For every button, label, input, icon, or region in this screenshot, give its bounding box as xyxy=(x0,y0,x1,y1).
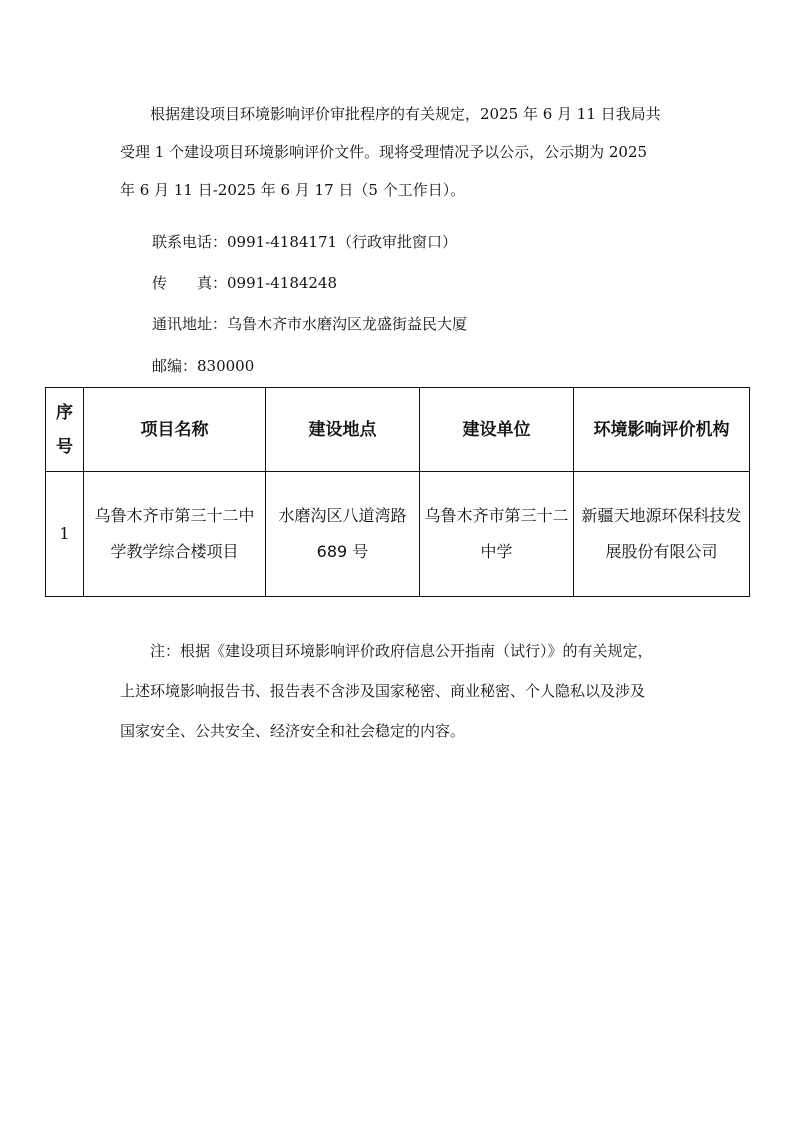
header-seq: 序号 xyxy=(46,388,84,472)
header-project-name: 项目名称 xyxy=(84,388,266,472)
intro-line-1: 根据建设项目环境影响评价审批程序的有关规定，2025 年 6 月 11 日我局共 xyxy=(150,105,661,123)
intro-paragraph xyxy=(120,95,685,209)
cell-seq: 1 xyxy=(46,472,84,597)
intro-line-3: 年 6 月 11 日-2025 年 6 月 17 日（5 个工作日）。 xyxy=(120,181,466,199)
note-line-3: 国家安全、公共安全、经济安全和社会稳定的内容。 xyxy=(120,722,466,740)
contact-fax: 传 真：0991-4184248 xyxy=(152,274,338,292)
contact-postcode: 邮编：830000 xyxy=(152,357,255,375)
header-location: 建设地点 xyxy=(266,388,420,472)
cell-agency: 新疆天地源环保科技发展股份有限公司 xyxy=(574,472,750,597)
cell-unit: 乌鲁木齐市第三十二中学 xyxy=(420,472,574,597)
project-table xyxy=(45,387,750,597)
contact-address: 通讯地址：乌鲁木齐市水磨沟区龙盛街益民大厦 xyxy=(152,315,468,333)
table-header-row xyxy=(46,388,750,472)
cell-project-name: 乌鲁木齐市第三十二中学教学综合楼项目 xyxy=(84,472,266,597)
contact-phone: 联系电话：0991-4184171（行政审批窗口） xyxy=(152,233,458,251)
note-line-1: 注：根据《建设项目环境影响评价政府信息公开指南（试行）》的有关规定， xyxy=(150,642,653,660)
header-unit: 建设单位 xyxy=(420,388,574,472)
table-row xyxy=(46,472,750,597)
note-line-2: 上述环境影响报告书、报告表不含涉及国家秘密、商业秘密、个人隐私以及涉及 xyxy=(120,682,646,700)
cell-location: 水磨沟区八道湾路 689 号 xyxy=(266,472,420,597)
intro-line-2: 受理 1 个建设项目环境影响评价文件。现将受理情况予以公示，公示期为 2025 xyxy=(120,143,648,161)
header-agency: 环境影响评价机构 xyxy=(574,388,750,472)
note-paragraph xyxy=(120,631,685,751)
